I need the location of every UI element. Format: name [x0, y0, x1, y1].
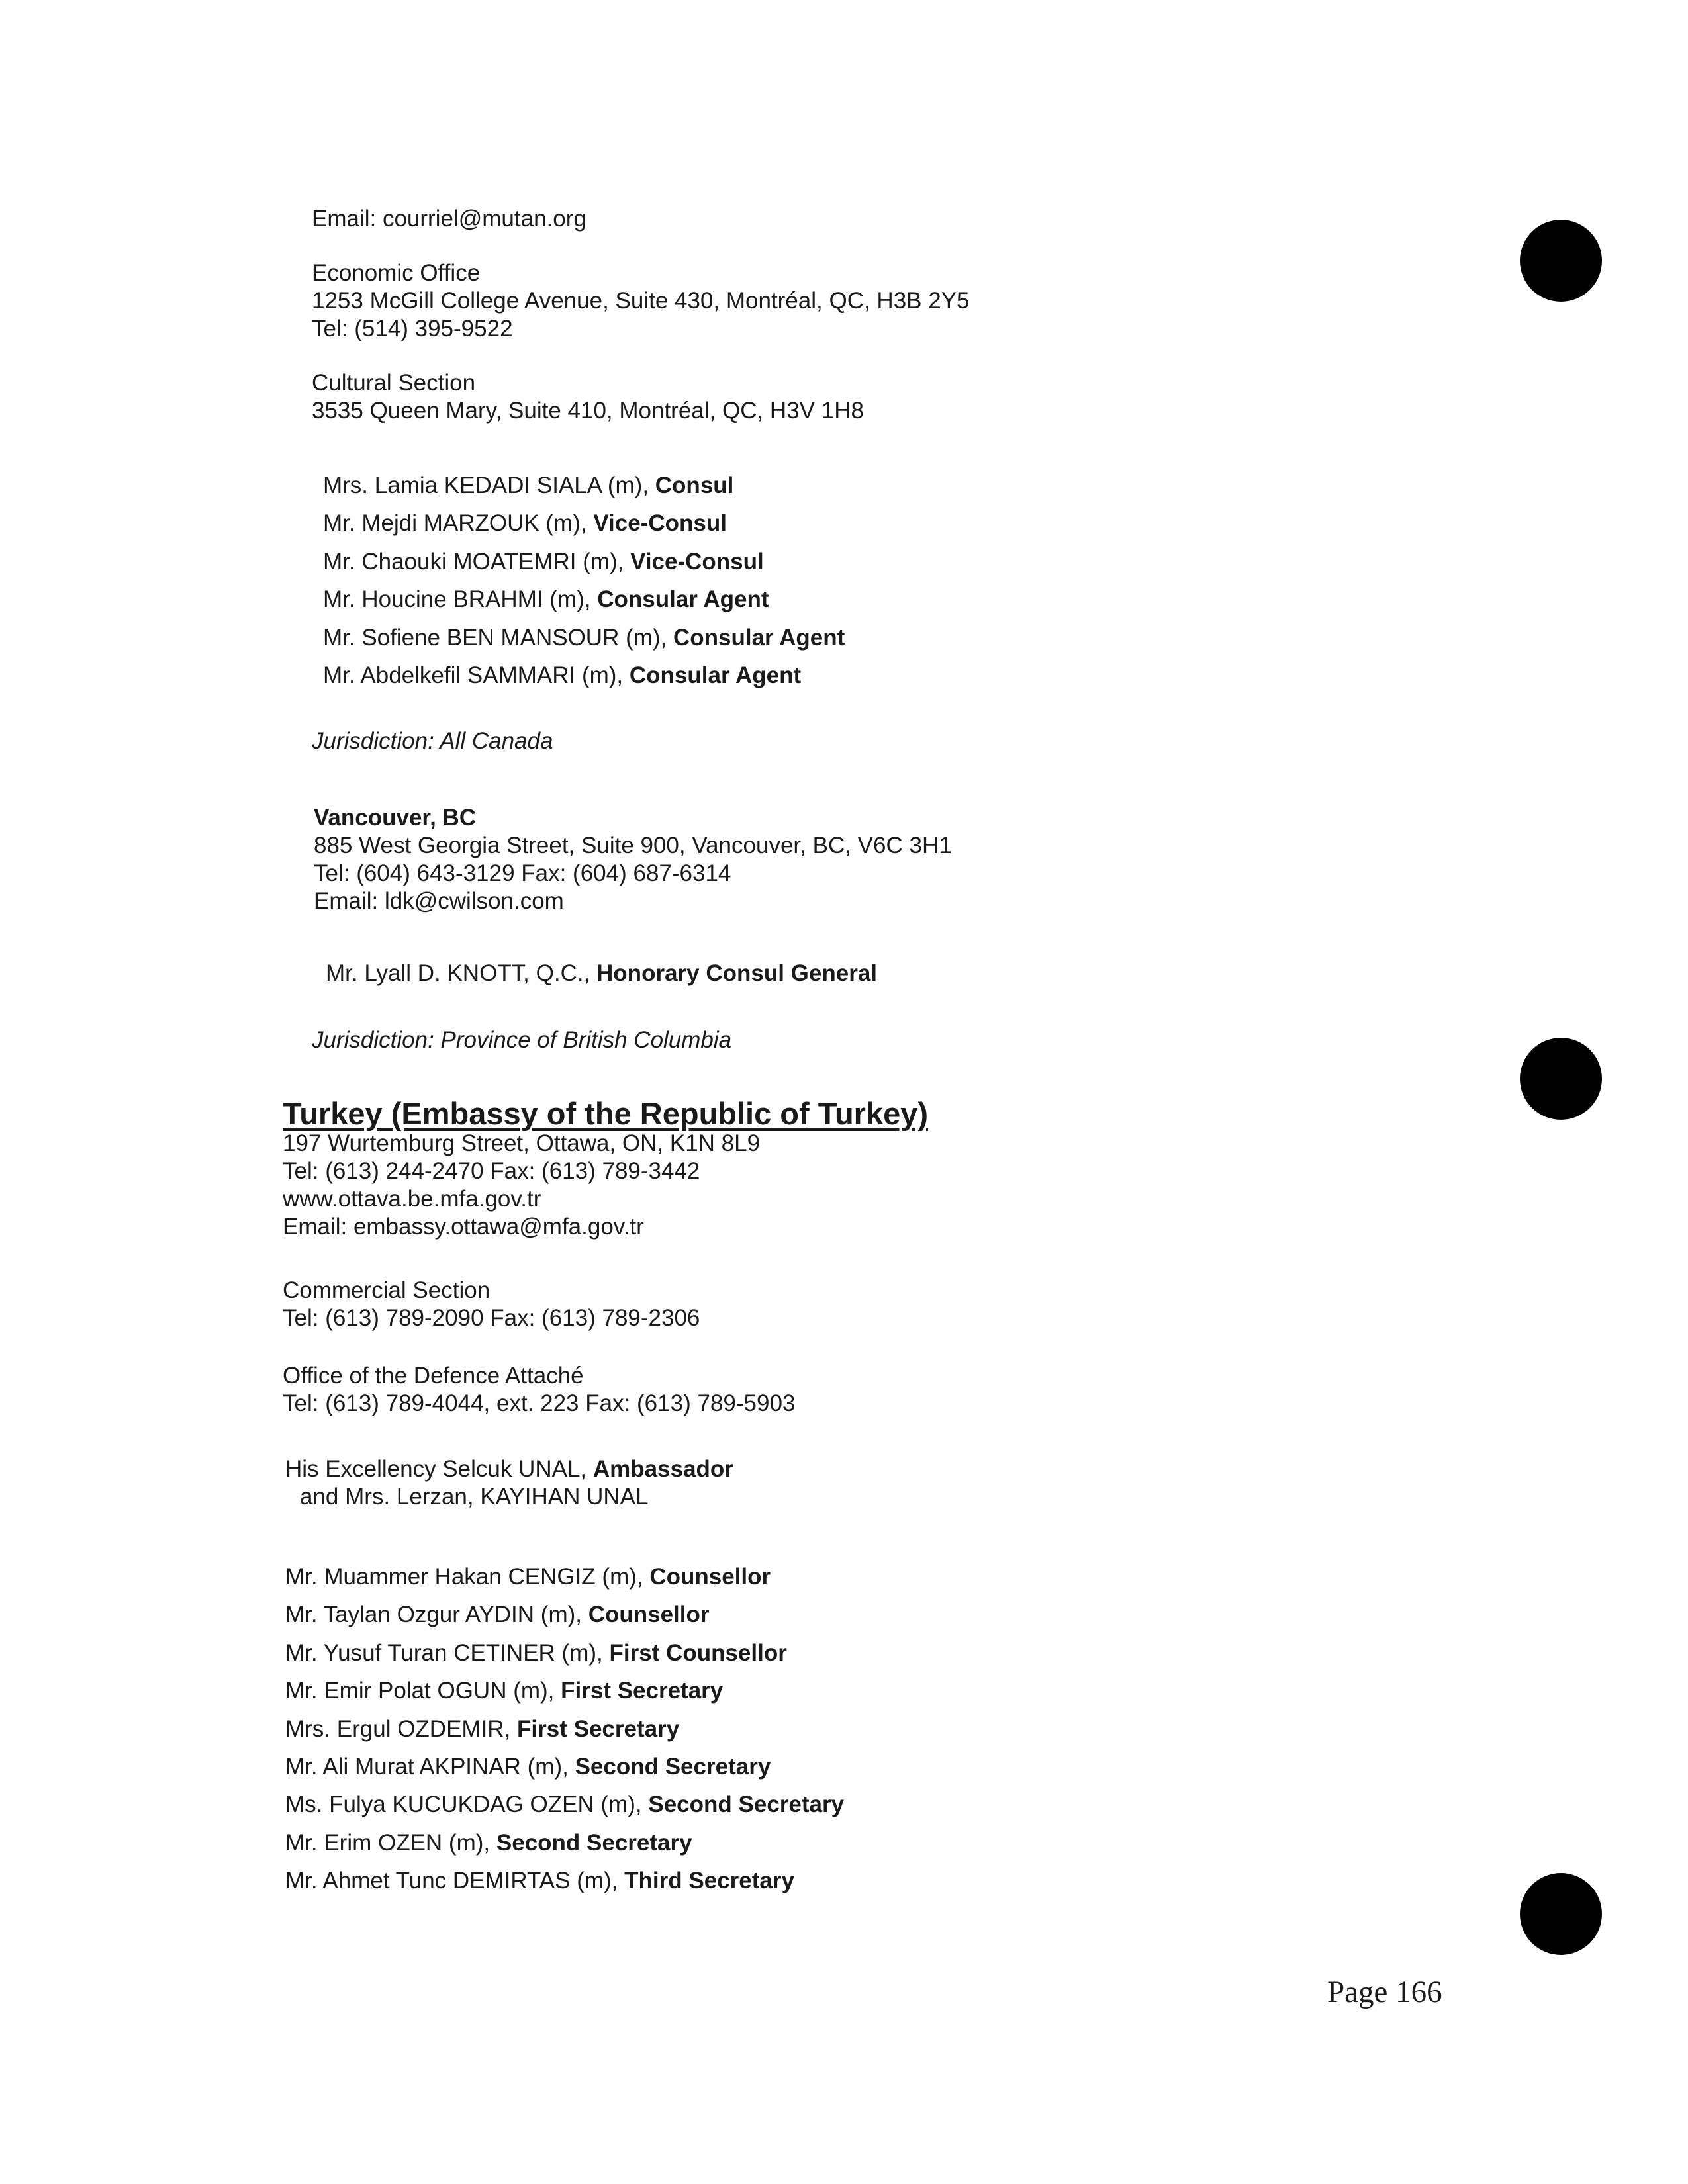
staff-name: Mr. Mejdi MARZOUK (m),: [323, 510, 594, 537]
punch-hole-bottom: [1520, 1873, 1602, 1955]
consulate-city: Vancouver, BC: [314, 805, 477, 831]
staff-name: Mr. Abdelkefil SAMMARI (m),: [323, 662, 630, 689]
staff-name: Mrs. Ergul OZDEMIR,: [285, 1715, 518, 1742]
section-tel: Tel: (514) 395-9522: [312, 316, 513, 341]
staff-entry: [323, 504, 845, 542]
defence-attache-office: [283, 1362, 795, 1418]
staff-entry: [285, 1862, 844, 1899]
staff-title: Consular Agent: [629, 662, 802, 689]
country-heading: Turkey (Embassy of the Republic of Turkey): [283, 1096, 929, 1131]
consulate-tel: Tel: (604) 643-3129 Fax: (604) 687-6314: [314, 860, 731, 886]
embassy-contact: [283, 1130, 760, 1241]
consulate-address: 885 West Georgia Street, Suite 900, Vancouver, BC, V6C 3H1: [314, 833, 952, 858]
ambassador-line: [285, 1455, 733, 1483]
staff-entry: [323, 580, 845, 618]
staff-title: Consul: [655, 473, 734, 498]
staff-name: Mr. Sofiene BEN MANSOUR (m),: [323, 624, 673, 651]
punch-hole-top: [1520, 220, 1602, 302]
ambassador-spouse: and Mrs. Lerzan, KAYIHAN UNAL: [300, 1484, 649, 1510]
staff-name: Mr. Ahmet Tunc DEMIRTAS (m),: [285, 1868, 625, 1894]
staff-title: Honorary Consul General: [596, 960, 878, 986]
staff-entry: [323, 657, 845, 694]
ambassador-title: Ambassador: [592, 1456, 733, 1482]
section-title: Cultural Section: [312, 370, 476, 396]
staff-list: [285, 1558, 844, 1900]
staff-entry: [323, 543, 845, 580]
staff-name: Mr. Emir Polat OGUN (m),: [285, 1678, 561, 1704]
staff-title: Second Secretary: [496, 1829, 692, 1856]
staff-title: Counsellor: [588, 1602, 710, 1628]
embassy-website: www.ottava.be.mfa.gov.tr: [283, 1186, 541, 1212]
section-address: 1253 McGill College Avenue, Suite 430, Montréal, QC, H3B 2Y5: [312, 288, 970, 314]
jurisdiction: Jurisdiction: Province of British Columbia: [312, 1027, 732, 1053]
staff-entry: [285, 1824, 844, 1862]
consulate-email: Email: ldk@cwilson.com: [314, 888, 564, 914]
staff-entry: [326, 954, 877, 992]
page-number: Page 166: [1327, 1975, 1442, 2009]
staff-list: [323, 467, 845, 694]
section-title: Commercial Section: [283, 1277, 491, 1303]
staff-entry: [285, 1672, 844, 1709]
section-tel: Tel: (613) 789-4044, ext. 223 Fax: (613) 789-5903: [283, 1390, 796, 1416]
staff-entry: [285, 1558, 844, 1596]
punch-hole-middle: [1520, 1038, 1602, 1120]
staff-name: Mr. Muammer Hakan CENGIZ (m),: [285, 1564, 650, 1590]
staff-name: Mr. Houcine BRAHMI (m),: [323, 586, 598, 613]
staff-name: Mrs. Lamia KEDADI SIALA (m),: [323, 473, 655, 498]
vancouver-consulate: [314, 804, 952, 915]
staff-name: Ms. Fulya KUCUKDAG OZEN (m),: [285, 1792, 649, 1818]
staff-entry: [285, 1710, 844, 1748]
cultural-section: [312, 369, 864, 425]
commercial-section: [283, 1277, 700, 1332]
staff-entry: [285, 1748, 844, 1786]
staff-entry: [285, 1596, 844, 1633]
staff-entry: [323, 467, 845, 504]
jurisdiction: Jurisdiction: All Canada: [312, 728, 553, 754]
section-title: Office of the Defence Attaché: [283, 1363, 584, 1388]
embassy-address: 197 Wurtemburg Street, Ottawa, ON, K1N 8L9: [283, 1130, 761, 1156]
staff-title: Third Secretary: [624, 1868, 794, 1894]
staff-name: Mr. Yusuf Turan CETINER (m),: [285, 1639, 610, 1666]
staff-title: Consular Agent: [673, 624, 845, 651]
staff-title: Second Secretary: [648, 1792, 845, 1818]
staff-title: First Secretary: [517, 1715, 680, 1742]
embassy-email: Email: embassy.ottawa@mfa.gov.tr: [283, 1214, 644, 1240]
staff-entry: [285, 1634, 844, 1672]
staff-name: Mr. Ali Murat AKPINAR (m),: [285, 1754, 575, 1780]
staff-name: Mr. Taylan Ozgur AYDIN (m),: [285, 1602, 588, 1628]
staff-name: Mr. Lyall D. KNOTT, Q.C.,: [326, 960, 597, 986]
staff-title: Second Secretary: [575, 1754, 771, 1780]
staff-entry: [323, 619, 845, 657]
embassy-tel: Tel: (613) 244-2470 Fax: (613) 789-3442: [283, 1158, 700, 1184]
staff-name: Mr. Chaouki MOATEMRI (m),: [323, 548, 631, 574]
economic-office-section: [312, 259, 970, 343]
section-tel: Tel: (613) 789-2090 Fax: (613) 789-2306: [283, 1305, 700, 1331]
staff-title: Vice-Consul: [593, 510, 727, 537]
staff-title: Counsellor: [649, 1564, 771, 1590]
section-address: 3535 Queen Mary, Suite 410, Montréal, QC, H3V 1H8: [312, 398, 864, 424]
staff-entry: [285, 1786, 844, 1823]
staff-title: First Secretary: [561, 1678, 724, 1704]
section-title: Economic Office: [312, 260, 481, 286]
staff-name: Mr. Erim OZEN (m),: [285, 1829, 496, 1856]
staff-title: Vice-Consul: [630, 548, 764, 574]
ambassador-entry: [285, 1455, 733, 1511]
staff-title: Consular Agent: [597, 586, 769, 613]
staff-title: First Counsellor: [609, 1639, 787, 1666]
ambassador-name: His Excellency Selcuk UNAL,: [285, 1456, 593, 1482]
mission-email: Email: courriel@mutan.org: [312, 206, 586, 232]
